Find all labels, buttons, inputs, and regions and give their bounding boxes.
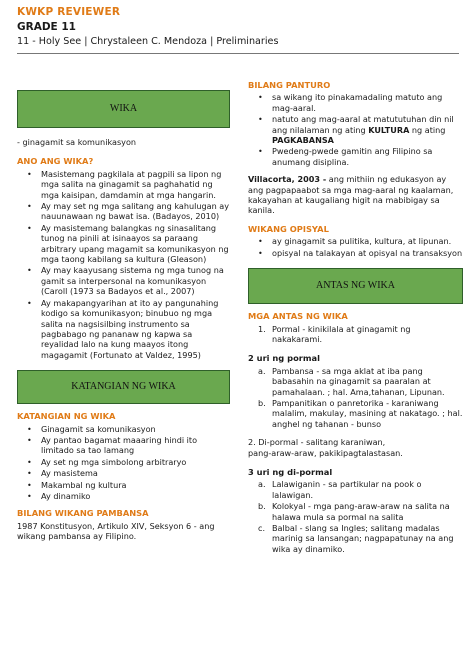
section-heading-antas: MGA ANTAS NG WIKA	[248, 311, 348, 322]
list-item: • Masistemang pagkilala at pagpili sa lipon ng mga salita na ginagamit sa paghahatid ng mga kaisipan, damdamin at mga hangarin.	[27, 168, 222, 200]
page-title: KWKP REVIEWER	[17, 6, 121, 18]
list-item: • Ay masistemang balangkas ng sinasalitang tunog na pinili at isinaayos sa paraang arbitrary upang magamit sa komunikasyon ng mga taong kabilang sa kultura (Gleason)	[27, 222, 229, 265]
section-heading-opisyal: WIKANG OPISYAL	[248, 223, 329, 234]
list-item: • sa wikang ito pinakamadaling matuto ang mag-aaral.	[258, 92, 443, 113]
list-item: 1. Pormal - kinikilala at ginagamit ng nakakarami.	[258, 323, 411, 344]
antas-list	[248, 324, 463, 345]
list-item: • Ay may set ng mga salitang ang kahulugan ay nauunawaan ng bawat isa. (Badayos, 2010)	[27, 201, 230, 222]
list-item: b. Kolokyal - mga pang-araw-araw na salita na halawa mula sa pormal na salita	[258, 501, 450, 522]
list-item: • opisyal na talakayan at opisyal na transaksyon	[258, 247, 463, 258]
banner-antas: ANTAS NG WIKA	[248, 268, 463, 304]
subtitle: 11 - Holy See | Chrystaleen C. Mendoza | Preliminaries	[17, 36, 279, 47]
banner-katangian: KATANGIAN NG WIKA	[17, 370, 230, 404]
panturo-list	[248, 92, 463, 167]
pormal-heading: 2 uri ng pormal	[248, 353, 320, 364]
list-item: • Ay dinamiko	[27, 490, 91, 501]
right-column	[248, 80, 463, 555]
section-heading-ano: ANO ANG WIKA?	[17, 156, 94, 167]
pambansa-text: 1987 Konstitusyon, Artikulo XIV, Seksyon 6 - ang wikang pambansa ay Filipino.	[17, 520, 215, 542]
list-item: • Ay masistema	[27, 468, 98, 479]
section-heading-panturo: BILANG PANTURO	[248, 80, 331, 90]
list-item: • Ay may kaayusang sistema ng mga tunog na gamit sa interpersonal na komunikasyon (Caroll (1973 sa Badayos et al., 2007)	[27, 265, 224, 297]
ano-list	[17, 169, 230, 360]
dipormal-definition: 2. Di-pormal - salitang karaniwan, pang-araw-araw, pakikipagtalastasan.	[248, 437, 403, 458]
dipormal-heading: 3 uri ng di-pormal	[248, 466, 333, 477]
list-item: • Ay makapangyarihan at ito ay pangunahing kodigo sa komunikasyon; binubuo ng mga salita na nagsisilbing instrumento sa pagbabago ng pananaw ng kapwa sa reyalidad lalo na kung maayos itong magagamit (Fortunato at Valdez, 1995)	[27, 297, 219, 360]
list-item: • Ay pantao bagamat maaaring hindi ito limitado sa tao lamang	[27, 434, 198, 456]
list-item: • Makambal ng kultura	[27, 479, 127, 490]
list-item: a. Lalawiganin - sa partikular na pook o lalawigan.	[258, 479, 422, 500]
list-item: • Pwedeng-pwede gamitin ang Filipino sa anumang disiplina.	[258, 146, 433, 167]
list-item: • natuto ang mag-aaral at matututuhan din nil ang nilalaman ng ating KULTURA ng ating PAGKABANSA	[258, 114, 454, 146]
pormal-list	[248, 366, 463, 429]
katangian-list	[17, 424, 230, 502]
list-item: • Ginagamit sa komunikasyon	[27, 423, 156, 434]
villacorta-quote: Villacorta, 2003 - ang mithiin ng edukasyon ay ang pagpapaabot sa mga mag-aaral ng kaalaman, kakayahan at kaugaliang higit na mabibigay sa kanila.	[248, 174, 454, 216]
banner-wika: WIKA	[17, 90, 230, 128]
grade-heading: GRADE 11	[17, 21, 76, 33]
list-item: a. Pambansa - sa mga aklat at iba pang babasahin na ginagamit sa paaralan at pamahalaan. ; hal. Ama,tahanan, Lipunan.	[258, 365, 445, 397]
dipormal-list	[248, 479, 463, 554]
list-item: • Ay set ng mga simbolong arbitraryo	[27, 456, 187, 467]
opisyal-list	[248, 236, 463, 258]
section-heading-katangian: KATANGIAN NG WIKA	[17, 411, 116, 422]
list-item: c. Balbal - slang sa Ingles; salitang madalas marinig sa lansangan; nagpapatunay na ang wika ay dinamiko.	[258, 523, 454, 554]
list-item: b. Pampanitikan o panretorika - karaniwang malalim, makulay, masining at nakatago. ; hal. anghel ng tahanan - bunso	[258, 397, 463, 429]
wika-definition: - ginagamit sa komunikasyon	[17, 137, 137, 147]
left-column	[17, 60, 230, 542]
list-item: • ay ginagamit sa pulitika, kultura, at lipunan.	[258, 236, 452, 247]
section-heading-pambansa: BILANG WIKANG PAMBANSA	[17, 508, 149, 519]
divider	[17, 53, 459, 54]
